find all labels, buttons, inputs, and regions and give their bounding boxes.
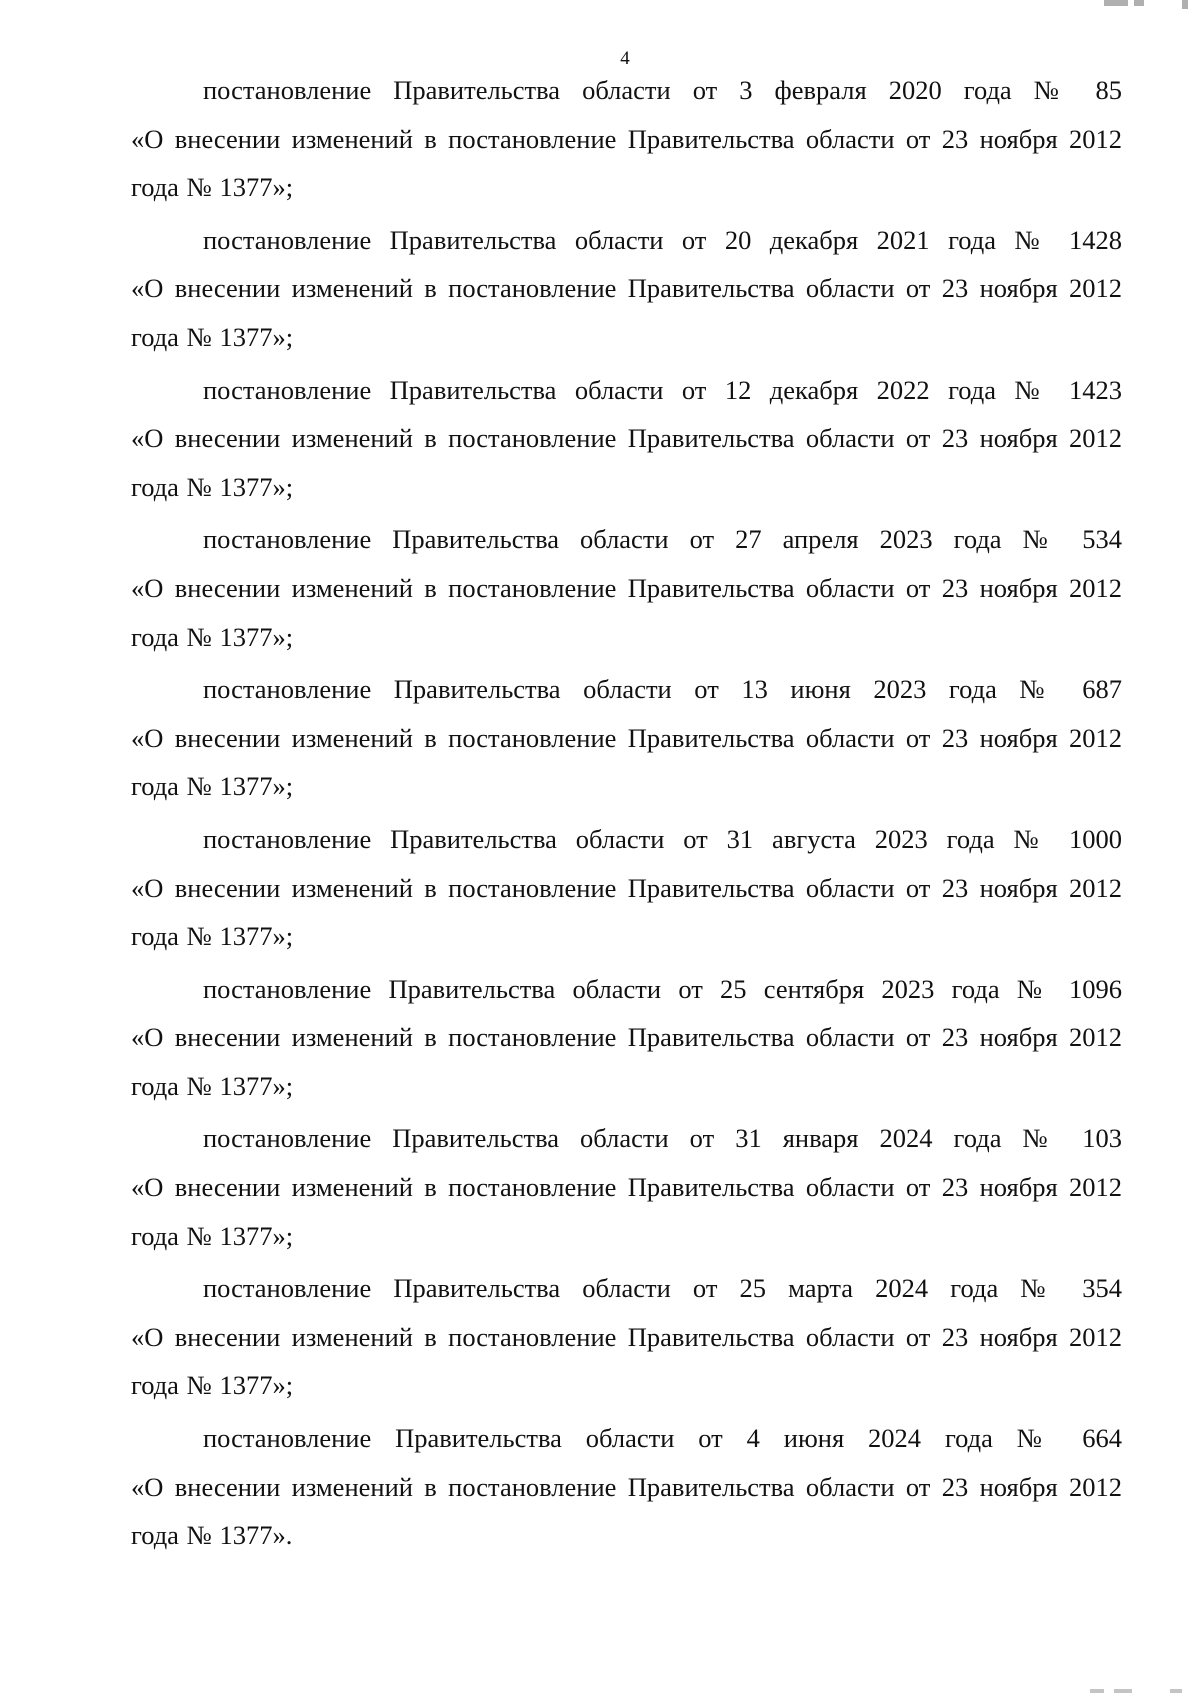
entry-title: постановление Правительства области от 25 марта 2024 года № 354 xyxy=(203,1273,1122,1304)
entry-title: постановление Правительства области от 27 апреля 2023 года № 534 xyxy=(203,524,1122,555)
list-item xyxy=(131,1114,1122,1260)
scan-artifact-top xyxy=(1064,0,1194,10)
entry-title: постановление Правительства области от 4 июня 2024 года № 664 xyxy=(203,1423,1122,1454)
entry-title: постановление Правительства области от 20 декабря 2021 года № 1428 xyxy=(203,224,1122,255)
document-body xyxy=(131,66,1122,1564)
list-item xyxy=(131,665,1122,811)
list-item xyxy=(131,1264,1122,1410)
scan-artifact-bottom xyxy=(1070,1685,1190,1693)
page-number: 4 xyxy=(620,48,630,69)
entry-description: «О внесении изменений в постановление Правительства области от 23 ноября 2012 года № 1377»; xyxy=(131,1321,1122,1401)
entry-title: постановление Правительства области от 3 февраля 2020 года № 85 xyxy=(203,75,1122,105)
entry-title: постановление Правительства области от 13 июня 2023 года № 687 xyxy=(203,674,1122,705)
list-item xyxy=(131,216,1122,362)
list-item xyxy=(131,366,1122,512)
entry-description: «О внесении изменений в постановление Правительства области от 23 ноября 2012 года № 1377»; xyxy=(131,572,1122,652)
entry-description: «О внесении изменений в постановление Правительства области от 23 ноября 2012 года № 1377»; xyxy=(131,722,1122,802)
entry-description: «О внесении изменений в постановление Правительства области от 23 ноября 2012 года № 1377»; xyxy=(131,872,1122,952)
entry-description: «О внесении изменений в постановление Правительства области от 23 ноября 2012 года № 1377». xyxy=(131,1471,1122,1551)
entry-description: «О внесении изменений в постановление Правительства области от 23 ноября 2012 года № 1377»; xyxy=(131,123,1122,203)
entry-title: постановление Правительства области от 31 августа 2023 года № 1000 xyxy=(203,823,1122,854)
list-item xyxy=(131,66,1122,212)
entry-description: «О внесении изменений в постановление Правительства области от 23 ноября 2012 года № 1377»; xyxy=(131,1172,1122,1251)
entry-description: «О внесении изменений в постановление Правительства области от 23 ноября 2012 года № 1377»; xyxy=(131,1022,1122,1101)
entry-title: постановление Правительства области от 31 января 2024 года № 103 xyxy=(203,1123,1122,1154)
list-item xyxy=(131,965,1122,1111)
entry-title: постановление Правительства области от 25 сентября 2023 года № 1096 xyxy=(203,973,1122,1004)
list-item xyxy=(131,515,1122,661)
entry-description: «О внесении изменений в постановление Правительства области от 23 ноября 2012 года № 1377»; xyxy=(131,423,1122,502)
entry-title: постановление Правительства области от 12 декабря 2022 года № 1423 xyxy=(203,374,1122,405)
list-item xyxy=(131,815,1122,961)
list-item xyxy=(131,1414,1122,1560)
entry-description: «О внесении изменений в постановление Правительства области от 23 ноября 2012 года № 1377»; xyxy=(131,273,1122,352)
